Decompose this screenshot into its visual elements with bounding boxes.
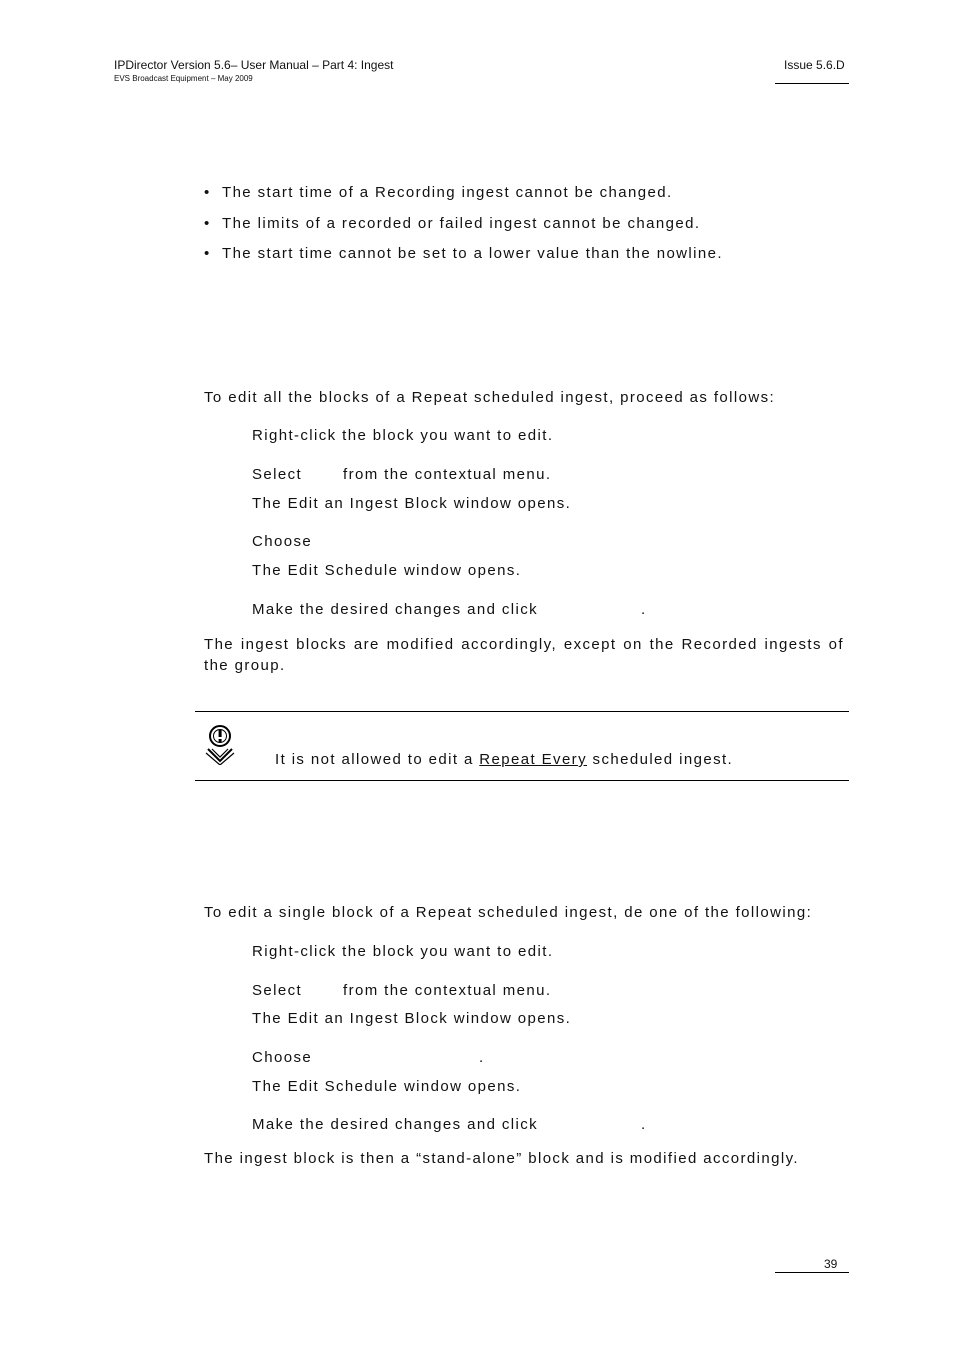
header-title: IPDirector Version 5.6– User Manual – Part 4: Ingest: [114, 58, 394, 72]
note-suffix: scheduled ingest.: [586, 751, 734, 768]
section2-step4-period: .: [641, 1116, 647, 1133]
section1-step3-result: The Edit Schedule window opens.: [252, 562, 522, 579]
page-number: 39: [824, 1257, 838, 1271]
section1-step4: Make the desired changes and click: [252, 601, 539, 618]
note-link[interactable]: Repeat Every: [479, 751, 587, 768]
section1-step2-result: The Edit an Ingest Block window opens.: [252, 495, 572, 512]
section1-step2-menu: from the contextual menu.: [343, 466, 552, 483]
section2-step1: Right-click the block you want to edit.: [252, 943, 554, 960]
bullet-text: The limits of a recorded or failed ingest cannot be changed.: [222, 215, 701, 232]
note-text: [275, 751, 733, 768]
note-prefix: It is not allowed to edit a: [275, 751, 480, 768]
bullet-text: The start time cannot be set to a lower value than the nowline.: [222, 245, 723, 262]
note-icon: [204, 723, 238, 765]
section2-step4: Make the desired changes and click: [252, 1116, 539, 1133]
note-bottom-rule: [195, 780, 849, 781]
section1-intro: To edit all the blocks of a Repeat scheduled ingest, proceed as follows:: [204, 389, 776, 406]
note-top-rule: [195, 711, 849, 712]
header-issue: Issue 5.6.D: [784, 58, 845, 72]
section2-step2-result: The Edit an Ingest Block window opens.: [252, 1010, 572, 1027]
footer-rule: [775, 1272, 849, 1273]
section1-conclusion: The ingest blocks are modified accordingly, except on the Recorded ingests of the group.: [204, 636, 844, 674]
section2-step3-period: .: [479, 1049, 485, 1066]
header-rule: [775, 83, 849, 84]
section2-step3-result: The Edit Schedule window opens.: [252, 1078, 522, 1095]
section1-step3: Choose: [252, 533, 313, 550]
bullet-text: The start time of a Recording ingest cannot be changed.: [222, 184, 673, 201]
section2-step2-menu: from the contextual menu.: [343, 982, 552, 999]
section2-step3: Choose: [252, 1049, 313, 1066]
header-subtitle: EVS Broadcast Equipment – May 2009: [114, 74, 253, 83]
section2-step2-select: Select: [252, 982, 303, 999]
section2-conclusion: The ingest block is then a “stand-alone” block and is modified accordingly.: [204, 1150, 799, 1167]
section2-intro: To edit a single block of a Repeat scheduled ingest, de one of the following:: [204, 904, 813, 921]
section1-step2-select: Select: [252, 466, 303, 483]
section1-step4-period: .: [641, 601, 647, 618]
section1-step1: Right-click the block you want to edit.: [252, 427, 554, 444]
